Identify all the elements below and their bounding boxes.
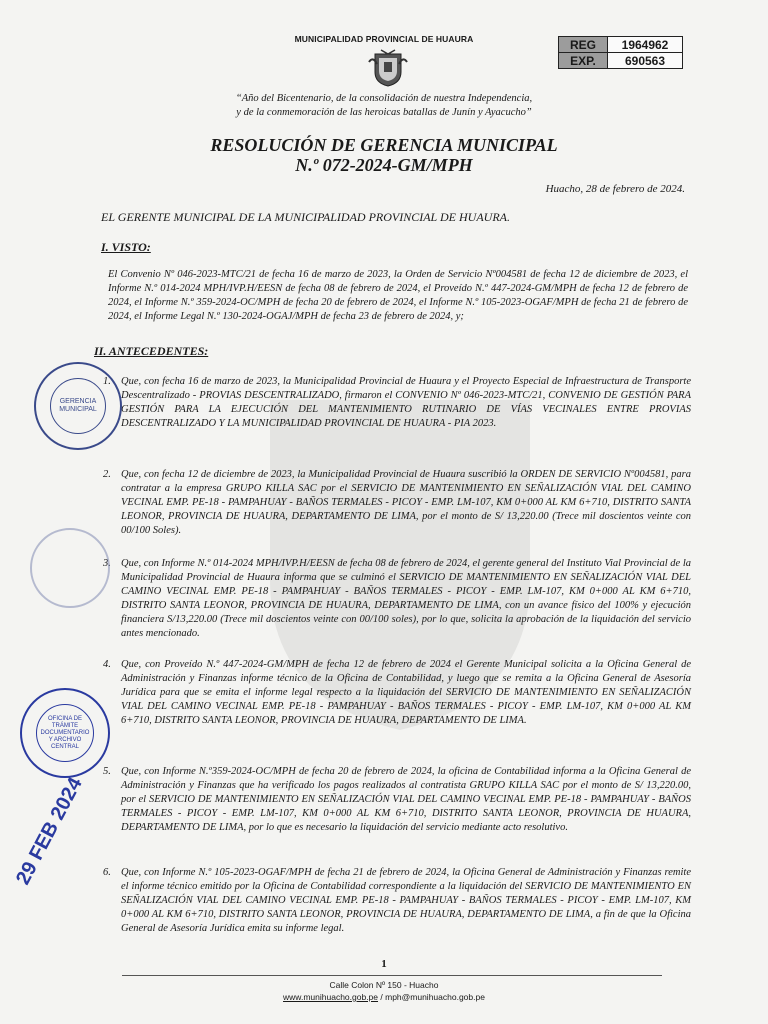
faded-stamp [30, 528, 110, 608]
section-visto-text: El Convenio Nº 046-2023-MTC/21 de fecha 16 de marzo de 2023, la Orden de Servicio Nº004581 de fecha 12 de diciembre de 2023, el Informe N.º 014-2024 MPH/IVP.H/EESN de fecha 08 de febrero de 2024, el Proveído N.º 447-2024-GM/MPH de fecha 12 de febrero de 2024, el Informe N.º 359-2024-OC/MPH de fecha 20 de febrero de 2024, el Informe N.º 105-2023-OGAF/MPH de fecha 21 de febrero de 2024, el Informe Legal N.º 130-2024-OGAJ/MPH de fecha 23 de febrero de 2024, y; [108, 269, 688, 322]
date-stamp-area [10, 770, 100, 890]
item-number: 2. [103, 469, 111, 480]
stamp-text: MUNICIPAL [59, 406, 97, 413]
antecedente-item [103, 557, 691, 641]
stamp-text: OFICINA DE [47, 715, 82, 722]
item-number: 1. [103, 376, 111, 387]
item-text: Que, con fecha 16 de marzo de 2023, la Municipalidad Provincial de Huaura y el Proyecto Especial de Infraestructura de Transporte Descentralizado - PROVIAS DESCENTRALIZADO, firmaron el CONVENIO Nº 046-2023-MTC/21, CONVENIO DE GESTIÓN PARA GESTIÓN PARA LA EJECUCIÓN DEL MANTENIMIENTO RUTINARIO DE VÍAS VECINALES ENTRE PROVIAS DESCENTRALIZADO Y LA MUNICIPALIDAD PROVINCIAL DE HUAURA - PIA 2023. [121, 376, 691, 429]
footer-address: Calle Colon Nº 150 - Huacho [329, 980, 439, 990]
page-number: 1 [381, 958, 387, 970]
motto-line-1: “Año del Bicentenario, de la consolidación de nuestra Independencia, [235, 93, 533, 104]
title-line-1: RESOLUCIÓN DE GERENCIA MUNICIPAL [210, 135, 558, 155]
item-number: 5. [103, 766, 111, 777]
motto-line-2: y de la conmemoración de las heroicas batallas de Junín y Ayacucho” [236, 107, 532, 118]
issuer-line: EL GERENTE MUNICIPAL DE LA MUNICIPALIDAD PROVINCIAL DE HUAURA. [101, 210, 511, 224]
gerencia-municipal-stamp [34, 362, 122, 450]
antecedente-item [103, 765, 691, 835]
footer-separator: / [378, 992, 386, 1002]
antecedente-item [103, 375, 691, 431]
registry-box [558, 36, 683, 69]
footer-contacts [0, 991, 768, 1003]
antecedente-item [103, 658, 691, 728]
exp-value: 690563 [608, 53, 683, 69]
institution-name: MUNICIPALIDAD PROVINCIAL DE HUAURA [294, 34, 474, 44]
stamp-text: GERENCIA [59, 398, 97, 405]
reg-label: REG [559, 37, 608, 53]
website-link[interactable]: www.munihuacho.gob.pe [283, 992, 379, 1002]
stamp-text: TRÁMITE [51, 722, 79, 729]
item-number: 3. [103, 558, 111, 569]
item-text: Que, con Informe N.º 014-2024 MPH/IVP.H/EESN de fecha 08 de febrero de 2024, el gerente general del Instituto Vial Provincial de la Municipalidad Provincial de Huaura informa que se culminó el SERVICIO DE MANTENIMIENTO EN SEÑALIZACIÓN VIAL DEL CAMINO VECINAL EMP. PE-18 - PAMPAHUAY - BAÑOS TERMALES - PICOY - EMP. LM-107, KM 0+000 AL KM 6+710, DISTRITO SANTA LEONOR, PROVINCIA DE HUAURA, DEPARTAMENTO DE LIMA, con un avance físico del 100% y ejecución financiera S/13,220.00 (Trece mil doscientos veinte con 00/100 soles), por lo que, solicita la aprobación de la liquidación del servicio antes mencionado. [121, 558, 691, 639]
footer [0, 979, 768, 1003]
motto [0, 92, 768, 120]
item-number: 6. [103, 867, 111, 878]
section-antecedentes-heading: II. ANTECEDENTES: [94, 344, 209, 358]
tramite-documentario-stamp [20, 688, 110, 778]
received-date-stamp: 29 FEB 2024 [12, 773, 87, 889]
footer-divider [122, 975, 662, 976]
item-text: Que, con fecha 12 de diciembre de 2023, la Municipalidad Provincial de Huaura suscribió la ORDEN DE SERVICIO Nº004581, para contratar a la empresa GRUPO KILLA SAC por el SERVICIO DE MANTENIMIENTO EN SEÑALIZACIÓN VIAL DEL CAMINO VECINAL EMP. PE-18 - PAMPAHUAY - BAÑOS TERMALES - PICOY - EMP. LM-107, KM 0+000 AL KM 6+710, DISTRITO SANTA LEONOR, PROVINCIA DE HUAURA, DEPARTAMENTO DE LIMA, por el monto de S/ 13,220.00 (Trece mil doscientos veinte con 00/100 Soles). [121, 469, 691, 536]
item-number: 4. [103, 659, 111, 670]
stamp-text: CENTRAL [50, 743, 79, 750]
title-line-2: N.º 072-2024-GM/MPH [295, 155, 473, 175]
stamp-text: DOCUMENTARIO [40, 729, 90, 736]
email-link[interactable]: mph@munihuacho.gob.pe [385, 992, 485, 1002]
item-text: Que, con Proveído N.º 447-2024-GM/MPH de fecha 12 de febrero de 2024 el Gerente Municipal solicita a la Oficina General de Administración y Finanzas informe técnico de la Oficina de Contabilidad, y luego que se remita a la Oficina General de Asesoría Jurídica para que se emita el informe legal respecto a la liquidación del SERVICIO DE MANTENIMIENTO EN SEÑALIZACIÓN VIAL DEL CAMINO VECINAL EMP. PE-18 - PAMPAHUAY - BAÑOS TERMALES - PICOY - EMP. LM-107, KM 0+000 AL KM 6+710, DISTRITO SANTA LEONOR, PROVINCIA DE HUAURA, DEPARTAMENTO DE LIMA. [121, 659, 691, 726]
antecedente-item [103, 866, 691, 936]
antecedente-item [103, 468, 691, 538]
item-text: Que, con Informe N.º359-2024-OC/MPH de fecha 20 de febrero de 2024, la oficina de Contabilidad informa a la Oficina General de Administración y Finanzas que ha verificado los pagos realizados al contratista GRUPO KILLA SAC por el monto de S/ 13,220.00, por el SERVICIO DE MANTENIMIENTO EN SEÑALIZACIÓN VIAL DEL CAMINO VECINAL EMP. PE-18 - PAMPAHUAY - BAÑOS TERMALES - PICOY - EMP. LM-107, KM 0+000 AL KM 6+710, DISTRITO SANTA LEONOR, PROVINCIA DE HUAURA, DEPARTAMENTO DE LIMA, por lo que es necesario la liquidación del servicio mediante acto resolutivo. [121, 766, 691, 833]
exp-label: EXP. [559, 53, 608, 69]
section-visto-heading: I. VISTO: [101, 240, 151, 254]
document-date: Huacho, 28 de febrero de 2024. [545, 183, 685, 195]
document-title [0, 135, 768, 175]
municipal-crest-logo [367, 48, 409, 88]
item-text: Que, con Informe N.º 105-2023-OGAF/MPH de fecha 21 de febrero de 2024, la Oficina General de Administración y Finanzas remite el informe técnico emitido por la Oficina de Contabilidad correspondiente a la liquidación del SERVICIO DE MANTENIMIENTO EN SEÑALIZACIÓN VIAL DEL CAMINO VECINAL EMP. PE-18 - PAMPAHUAY - BAÑOS TERMALES - PICOY - EMP. LM-107, KM 0+000 AL KM 6+710, DISTRITO SANTA LEONOR, PROVINCIA DE HUAURA, DEPARTAMENTO DE LIMA, a fin de que la Oficina General de Asesoría Jurídica emita su informe legal. [121, 867, 691, 934]
reg-value: 1964962 [608, 37, 683, 53]
stamp-text: Y ARCHIVO [48, 736, 82, 743]
